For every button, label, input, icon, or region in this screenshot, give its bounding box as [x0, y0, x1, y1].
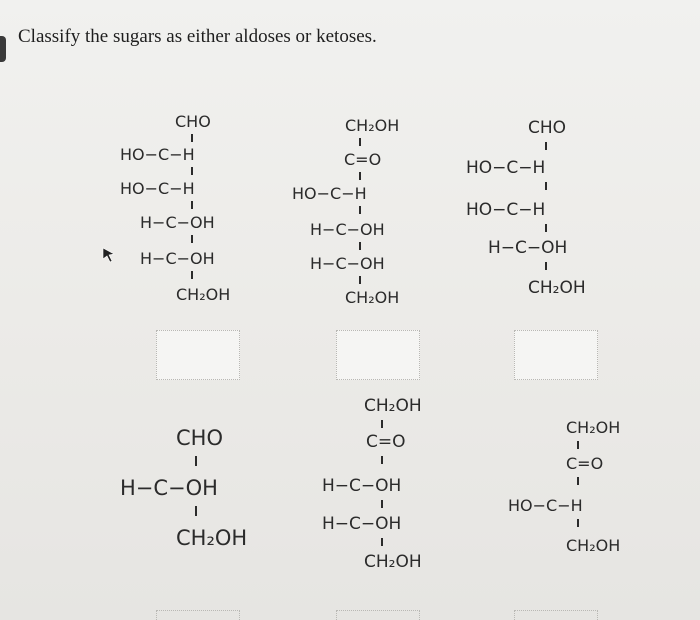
structure-2-bond — [359, 138, 361, 146]
structure-5-row-2: C=O — [366, 432, 406, 452]
structure-3-row-2: HO−C−H — [466, 158, 546, 178]
structure-2-row-4: H−C−OH — [310, 220, 385, 239]
sugar-structure-1 — [120, 112, 260, 312]
structure-1-row-1: CHO — [175, 112, 211, 131]
structure-1-bond — [191, 235, 193, 243]
structure-1-bond — [191, 201, 193, 209]
structure-5-row-3: H−C−OH — [322, 476, 402, 496]
structure-2-row-3: HO−C−H — [292, 184, 367, 203]
structure-1-bond — [191, 167, 193, 175]
structure-6-bond — [577, 441, 579, 449]
structure-6-row-2: C=O — [566, 454, 604, 473]
structure-2-row-2: C=O — [344, 150, 382, 169]
structure-3-bond — [545, 142, 547, 150]
structure-5-bond — [381, 500, 383, 508]
structure-2-bond — [359, 206, 361, 214]
structure-5-row-4: H−C−OH — [322, 514, 402, 534]
answer-drop-box-6[interactable] — [514, 610, 598, 620]
answer-drop-box-4[interactable] — [156, 610, 240, 620]
answer-drop-box-1[interactable] — [156, 330, 240, 380]
structure-2-row-5: H−C−OH — [310, 254, 385, 273]
sugar-structure-2 — [292, 112, 432, 312]
structure-1-bond — [191, 134, 193, 142]
structure-3-bond — [545, 224, 547, 232]
structure-5-bond — [381, 538, 383, 546]
structure-3-row-1: CHO — [528, 118, 567, 138]
page-edge-marker — [0, 36, 6, 62]
structure-1-row-4: H−C−OH — [140, 213, 215, 232]
structure-3-row-3: HO−C−H — [466, 200, 546, 220]
structure-1-row-5: H−C−OH — [140, 249, 215, 268]
structure-2-bond — [359, 242, 361, 250]
structure-3-row-4: H−C−OH — [488, 238, 568, 258]
structure-2-row-1: CH₂OH — [345, 116, 400, 135]
structure-2-bond — [359, 172, 361, 180]
answer-drop-box-2[interactable] — [336, 330, 420, 380]
structure-5-row-5: CH₂OH — [364, 552, 422, 572]
structure-1-row-3: HO−C−H — [120, 179, 195, 198]
structure-3-bond — [545, 262, 547, 270]
structure-6-row-3: HO−C−H — [508, 496, 583, 515]
structure-6-row-4: CH₂OH — [566, 536, 621, 555]
answer-drop-box-3[interactable] — [514, 330, 598, 380]
structure-4-row-1: CHO — [176, 426, 223, 450]
structure-6-row-1: CH₂OH — [566, 418, 621, 437]
structure-3-bond — [545, 182, 547, 190]
structure-1-row-2: HO−C−H — [120, 145, 195, 164]
sugar-structure-6 — [508, 414, 658, 574]
structure-4-row-2: H−C−OH — [120, 476, 218, 500]
sugar-structure-3 — [466, 116, 616, 306]
sugar-structure-4 — [120, 424, 280, 564]
question-text: Classify the sugars as either aldoses or ketoses. — [18, 26, 377, 47]
structure-3-row-5: CH₂OH — [528, 278, 586, 298]
structure-5-bond — [381, 456, 383, 464]
structure-6-bond — [577, 477, 579, 485]
structure-1-row-6: CH₂OH — [176, 285, 231, 304]
answer-drop-box-5[interactable] — [336, 610, 420, 620]
structure-4-bond — [195, 456, 197, 466]
structure-2-row-6: CH₂OH — [345, 288, 400, 307]
structure-5-row-1: CH₂OH — [364, 396, 422, 416]
structure-1-bond — [191, 271, 193, 279]
structure-5-bond — [381, 420, 383, 428]
mouse-pointer-icon — [102, 247, 116, 263]
sugar-structure-5 — [322, 394, 462, 584]
structure-6-bond — [577, 519, 579, 527]
structure-2-bond — [359, 276, 361, 284]
structure-4-bond — [195, 506, 197, 516]
structure-4-row-3: CH₂OH — [176, 526, 248, 550]
